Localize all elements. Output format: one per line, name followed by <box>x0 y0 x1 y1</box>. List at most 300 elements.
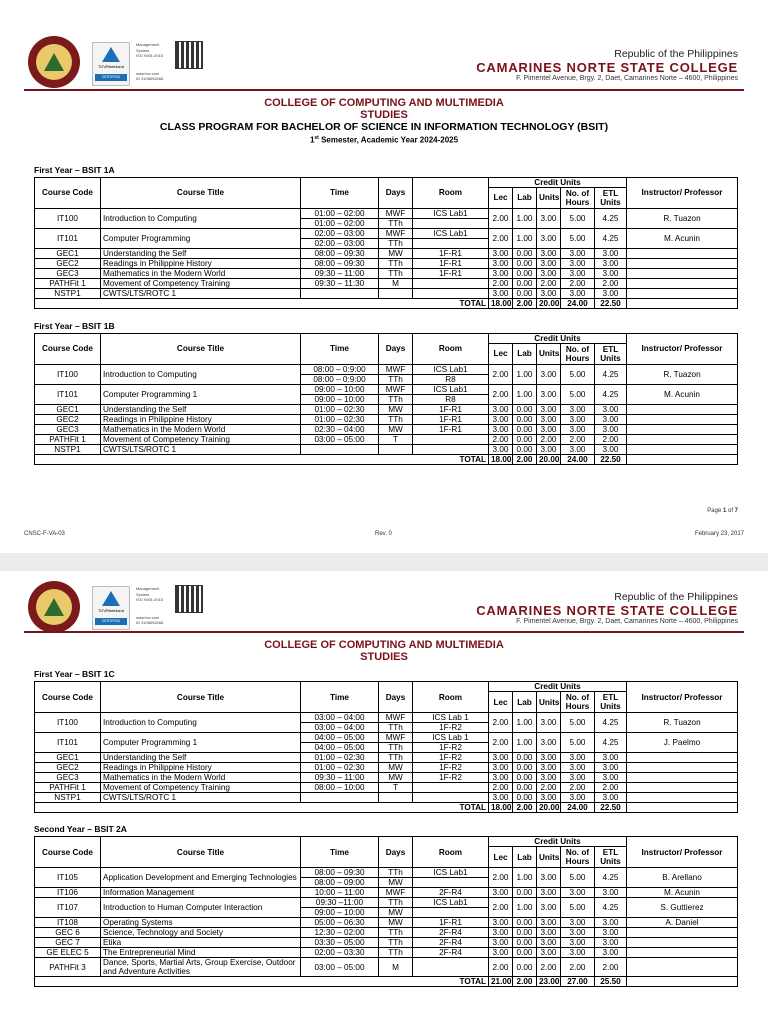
course-instructor <box>627 404 738 414</box>
course-etl: 3.00 <box>595 938 627 948</box>
school-name: CAMARINES NORTE STATE COLLEGE <box>476 60 738 75</box>
col-course-code: Course Code <box>35 177 101 208</box>
col-room: Room <box>413 682 489 713</box>
course-lab: 0.00 <box>513 918 537 928</box>
course-units: 3.00 <box>537 928 561 938</box>
course-etl: 4.25 <box>595 713 627 733</box>
table-row <box>35 208 738 218</box>
course-room: ICS Lab1 <box>413 228 489 238</box>
course-etl: 4.25 <box>595 868 627 888</box>
table-row <box>35 424 738 434</box>
revision: Rev. 0 <box>375 531 392 537</box>
course-etl: 3.00 <box>595 258 627 268</box>
course-hours: 3.00 <box>561 888 595 898</box>
total-units: 23.00 <box>537 977 561 987</box>
college-seal-logo <box>28 36 80 88</box>
course-room: 1F-R1 <box>413 258 489 268</box>
course-room: 2F-R4 <box>413 928 489 938</box>
course-hours: 3.00 <box>561 763 595 773</box>
total-row <box>35 454 738 464</box>
col-etl: ETL Units <box>595 847 627 868</box>
table-row <box>35 783 738 793</box>
course-units: 3.00 <box>537 948 561 958</box>
course-days: MWF <box>379 228 413 238</box>
course-time: 08:00 – 09:30 <box>301 248 379 258</box>
course-time: 10:00 – 11:00 <box>301 888 379 898</box>
course-lec: 3.00 <box>489 763 513 773</box>
course-time: 03:00 – 04:00 <box>301 723 379 733</box>
table-row <box>35 918 738 928</box>
course-hours: 3.00 <box>561 928 595 938</box>
course-room: 1F-R2 <box>413 763 489 773</box>
class-program-table <box>34 333 738 465</box>
col-course-title: Course Title <box>101 177 301 208</box>
table-row <box>35 713 738 723</box>
header-divider <box>24 631 744 633</box>
course-lab: 0.00 <box>513 268 537 278</box>
course-hours: 3.00 <box>561 773 595 783</box>
course-etl: 3.00 <box>595 248 627 258</box>
course-units: 3.00 <box>537 424 561 434</box>
course-lec: 3.00 <box>489 268 513 278</box>
course-lec: 3.00 <box>489 928 513 938</box>
course-code: GEC2 <box>35 258 101 268</box>
table-row <box>35 898 738 908</box>
course-units: 3.00 <box>537 364 561 384</box>
document-page-2 <box>0 571 768 1024</box>
course-room: 2F-R4 <box>413 888 489 898</box>
table-header-row <box>35 333 738 343</box>
course-title: Readings in Philippine History <box>101 258 301 268</box>
course-units: 3.00 <box>537 444 561 454</box>
republic-label: Republic of the Philippines <box>614 591 738 603</box>
col-hours: No. of Hours <box>561 343 595 364</box>
table-row <box>35 938 738 948</box>
course-units: 2.00 <box>537 783 561 793</box>
course-lab: 0.00 <box>513 928 537 938</box>
course-room <box>413 218 489 228</box>
total-lab: 2.00 <box>513 298 537 308</box>
course-days: MW <box>379 763 413 773</box>
course-hours: 5.00 <box>561 228 595 248</box>
course-units: 2.00 <box>537 278 561 288</box>
course-hours: 3.00 <box>561 793 595 803</box>
course-etl: 3.00 <box>595 888 627 898</box>
course-room <box>413 958 489 977</box>
col-room: Room <box>413 837 489 868</box>
course-lec: 2.00 <box>489 364 513 384</box>
course-lab: 1.00 <box>513 868 537 888</box>
course-title: Understanding the Self <box>101 404 301 414</box>
school-name: CAMARINES NORTE STATE COLLEGE <box>476 603 738 618</box>
course-time: 09:30 –11:00 <box>301 898 379 908</box>
course-code: GEC 7 <box>35 938 101 948</box>
course-lab: 0.00 <box>513 753 537 763</box>
table-header-row <box>35 177 738 187</box>
course-days: MWF <box>379 384 413 394</box>
class-program-table <box>34 836 738 987</box>
form-code: CNSC-F-VA-03 <box>24 531 65 537</box>
col-days: Days <box>379 333 413 364</box>
course-room: ICS Lab1 <box>413 364 489 374</box>
course-days: T <box>379 783 413 793</box>
course-lec: 3.00 <box>489 753 513 763</box>
course-days: TTh <box>379 753 413 763</box>
course-instructor: A. Daniel <box>627 918 738 928</box>
course-instructor: M. Acunin <box>627 384 738 404</box>
total-label: TOTAL <box>35 454 489 464</box>
course-lab: 1.00 <box>513 733 537 753</box>
table-row <box>35 733 738 743</box>
course-room <box>413 783 489 793</box>
col-course-code: Course Code <box>35 682 101 713</box>
course-etl: 4.25 <box>595 733 627 753</box>
section-title: First Year – BSIT 1A <box>34 164 115 175</box>
col-units: Units <box>537 187 561 208</box>
course-time <box>301 288 379 298</box>
course-code: NSTP1 <box>35 793 101 803</box>
total-lab: 2.00 <box>513 454 537 464</box>
total-hours: 24.00 <box>561 454 595 464</box>
course-code: IT106 <box>35 888 101 898</box>
course-time: 04:00 – 05:00 <box>301 733 379 743</box>
total-etl: 22.50 <box>595 454 627 464</box>
course-lab: 0.00 <box>513 424 537 434</box>
course-instructor: S. Guttierez <box>627 898 738 918</box>
course-room <box>413 908 489 918</box>
course-etl: 2.00 <box>595 278 627 288</box>
course-room <box>413 793 489 803</box>
course-instructor <box>627 268 738 278</box>
col-etl: ETL Units <box>595 692 627 713</box>
course-time: 08:00 – 0:9:00 <box>301 364 379 374</box>
col-time: Time <box>301 837 379 868</box>
course-instructor <box>627 773 738 783</box>
course-lab: 0.00 <box>513 258 537 268</box>
course-code: GEC1 <box>35 753 101 763</box>
course-room <box>413 434 489 444</box>
course-title: Understanding the Self <box>101 753 301 763</box>
col-time: Time <box>301 177 379 208</box>
course-days: TTh <box>379 868 413 878</box>
course-days: TTh <box>379 898 413 908</box>
course-lec: 2.00 <box>489 868 513 888</box>
course-code: NSTP1 <box>35 444 101 454</box>
course-lab: 1.00 <box>513 898 537 918</box>
course-lab: 1.00 <box>513 208 537 228</box>
course-days: TTh <box>379 374 413 384</box>
total-etl: 22.50 <box>595 803 627 813</box>
course-room: 1F-R1 <box>413 248 489 258</box>
course-days: MW <box>379 878 413 888</box>
course-instructor <box>627 278 738 288</box>
course-room: 1F-R2 <box>413 773 489 783</box>
course-title: Introduction to Computing <box>101 713 301 733</box>
college-title: COLLEGE OF COMPUTING AND MULTIMEDIA STUDIES <box>264 639 504 663</box>
form-date: February 23, 2017 <box>694 531 744 537</box>
total-lec: 18.00 <box>489 454 513 464</box>
course-days: TTh <box>379 938 413 948</box>
course-etl: 4.25 <box>595 898 627 918</box>
course-days <box>379 288 413 298</box>
course-title: Etika <box>101 938 301 948</box>
course-lec: 2.00 <box>489 733 513 753</box>
course-room: 1F-R1 <box>413 424 489 434</box>
course-lec: 3.00 <box>489 793 513 803</box>
total-units: 20.00 <box>537 454 561 464</box>
course-lec: 3.00 <box>489 918 513 928</box>
col-days: Days <box>379 837 413 868</box>
course-hours: 2.00 <box>561 783 595 793</box>
course-title: Mathematics in the Modern World <box>101 773 301 783</box>
course-time: 01:00 – 02:00 <box>301 218 379 228</box>
course-lec: 3.00 <box>489 773 513 783</box>
qr-code <box>176 42 202 68</box>
col-credit-units: Credit Units <box>489 177 627 187</box>
course-instructor: B. Arellano <box>627 868 738 888</box>
course-etl: 4.25 <box>595 384 627 404</box>
course-room: ICS Lab 1 <box>413 713 489 723</box>
course-lab: 0.00 <box>513 248 537 258</box>
table-row <box>35 228 738 238</box>
col-course-title: Course Title <box>101 682 301 713</box>
course-title: Information Management <box>101 888 301 898</box>
course-days: TTh <box>379 723 413 733</box>
course-days: TTh <box>379 238 413 248</box>
course-time: 08:00 – 09:00 <box>301 878 379 888</box>
col-lab: Lab <box>513 187 537 208</box>
course-time: 01:00 – 02:00 <box>301 208 379 218</box>
col-days: Days <box>379 177 413 208</box>
course-time: 01:00 – 02:30 <box>301 763 379 773</box>
course-lec: 2.00 <box>489 713 513 733</box>
course-lec: 3.00 <box>489 444 513 454</box>
col-time: Time <box>301 333 379 364</box>
course-time: 09:30 – 11:00 <box>301 268 379 278</box>
course-code: GEC1 <box>35 248 101 258</box>
college-seal-logo <box>28 581 80 633</box>
course-etl: 3.00 <box>595 773 627 783</box>
total-instructor-blank <box>627 977 738 987</box>
header-divider <box>24 89 744 91</box>
col-lab: Lab <box>513 847 537 868</box>
course-code: PATHFit 3 <box>35 958 101 977</box>
course-instructor <box>627 948 738 958</box>
course-etl: 3.00 <box>595 793 627 803</box>
course-days: MWF <box>379 208 413 218</box>
course-days: MWF <box>379 733 413 743</box>
total-instructor-blank <box>627 454 738 464</box>
course-instructor: M. Acunin <box>627 888 738 898</box>
course-days: TTh <box>379 414 413 424</box>
course-days: MW <box>379 248 413 258</box>
course-days: T <box>379 434 413 444</box>
course-title: Readings in Philippine History <box>101 414 301 424</box>
course-days: TTh <box>379 948 413 958</box>
course-lab: 0.00 <box>513 444 537 454</box>
course-instructor <box>627 414 738 424</box>
course-title: Computer Programming 1 <box>101 733 301 753</box>
course-title: Science, Technology and Society <box>101 928 301 938</box>
col-instructor: Instructor/ Professor <box>627 333 738 364</box>
table-row <box>35 958 738 977</box>
course-time: 08:00 – 09:30 <box>301 258 379 268</box>
course-units: 2.00 <box>537 434 561 444</box>
course-days: MW <box>379 404 413 414</box>
col-lec: Lec <box>489 343 513 364</box>
course-lec: 2.00 <box>489 434 513 444</box>
table-row <box>35 404 738 414</box>
course-days <box>379 444 413 454</box>
section-title: First Year – BSIT 1C <box>34 669 115 679</box>
course-time: 09:00 – 10:00 <box>301 394 379 404</box>
col-credit-units: Credit Units <box>489 333 627 343</box>
col-units: Units <box>537 343 561 364</box>
course-hours: 2.00 <box>561 434 595 444</box>
course-room: ICS Lab1 <box>413 868 489 878</box>
col-etl: ETL Units <box>595 187 627 208</box>
total-row <box>35 298 738 308</box>
course-time: 03:00 – 05:00 <box>301 434 379 444</box>
course-days: MW <box>379 918 413 928</box>
course-time: 09:30 – 11:00 <box>301 773 379 783</box>
total-hours: 24.00 <box>561 803 595 813</box>
course-units: 3.00 <box>537 414 561 424</box>
school-address: F. Pimentel Avenue, Brgy. 2, Daet, Camarines Norte – 4600, Philippines <box>516 618 738 625</box>
course-code: PATHFit 1 <box>35 278 101 288</box>
course-time: 02:00 – 03:30 <box>301 948 379 958</box>
course-hours: 3.00 <box>561 753 595 763</box>
course-hours: 3.00 <box>561 288 595 298</box>
course-lec: 3.00 <box>489 888 513 898</box>
total-label: TOTAL <box>35 977 489 987</box>
total-label: TOTAL <box>35 803 489 813</box>
course-lab: 0.00 <box>513 938 537 948</box>
course-hours: 3.00 <box>561 258 595 268</box>
course-units: 3.00 <box>537 384 561 404</box>
course-lab: 1.00 <box>513 364 537 384</box>
course-days <box>379 793 413 803</box>
course-lec: 2.00 <box>489 898 513 918</box>
course-days: MWF <box>379 713 413 723</box>
course-days: MW <box>379 424 413 434</box>
course-room: ICS Lab1 <box>413 208 489 218</box>
course-instructor: R. Tuazon <box>627 364 738 384</box>
course-hours: 3.00 <box>561 404 595 414</box>
class-program-table <box>34 681 738 813</box>
course-lab: 0.00 <box>513 763 537 773</box>
course-units: 3.00 <box>537 918 561 928</box>
course-instructor <box>627 958 738 977</box>
course-time: 02:00 – 03:00 <box>301 238 379 248</box>
table-row <box>35 364 738 374</box>
college-title: COLLEGE OF COMPUTING AND MULTIMEDIA STUDIES <box>264 97 504 121</box>
course-instructor <box>627 763 738 773</box>
course-lab: 0.00 <box>513 773 537 783</box>
total-units: 20.00 <box>537 803 561 813</box>
course-room: R8 <box>413 394 489 404</box>
course-code: IT108 <box>35 918 101 928</box>
course-hours: 3.00 <box>561 414 595 424</box>
course-time: 01:00 – 02:30 <box>301 753 379 763</box>
course-etl: 4.25 <box>595 228 627 248</box>
course-units: 3.00 <box>537 733 561 753</box>
course-days: TTh <box>379 394 413 404</box>
course-room: ICS Lab1 <box>413 898 489 908</box>
table-row <box>35 288 738 298</box>
course-lab: 0.00 <box>513 958 537 977</box>
table-header-row <box>35 837 738 847</box>
course-room: 1F-R2 <box>413 723 489 733</box>
col-room: Room <box>413 333 489 364</box>
section-title: Second Year – BSIT 2A <box>34 824 127 834</box>
course-code: GEC 6 <box>35 928 101 938</box>
course-time: 12:30 – 02:00 <box>301 928 379 938</box>
course-time <box>301 793 379 803</box>
course-units: 3.00 <box>537 793 561 803</box>
col-lab: Lab <box>513 692 537 713</box>
course-code: GE ELEC 5 <box>35 948 101 958</box>
course-title: Readings in Philippine History <box>101 763 301 773</box>
course-etl: 3.00 <box>595 404 627 414</box>
course-hours: 3.00 <box>561 948 595 958</box>
course-time: 09:00 – 10:00 <box>301 384 379 394</box>
course-days: MW <box>379 773 413 783</box>
course-title: The Entrepreneurial Mind <box>101 948 301 958</box>
course-room: 1F-R1 <box>413 918 489 928</box>
course-lab: 0.00 <box>513 888 537 898</box>
course-etl: 2.00 <box>595 434 627 444</box>
course-lab: 0.00 <box>513 414 537 424</box>
course-units: 3.00 <box>537 753 561 763</box>
course-title: Understanding the Self <box>101 248 301 258</box>
col-days: Days <box>379 682 413 713</box>
col-course-title: Course Title <box>101 333 301 364</box>
course-lec: 2.00 <box>489 208 513 228</box>
table-header-row <box>35 682 738 692</box>
course-units: 3.00 <box>537 268 561 278</box>
total-lab: 2.00 <box>513 977 537 987</box>
course-time: 03:00 – 04:00 <box>301 713 379 723</box>
course-lab: 0.00 <box>513 434 537 444</box>
course-days: TTh <box>379 928 413 938</box>
total-row <box>35 803 738 813</box>
table-row <box>35 444 738 454</box>
col-course-code: Course Code <box>35 837 101 868</box>
course-time: 02:00 – 03:00 <box>301 228 379 238</box>
course-etl: 4.25 <box>595 208 627 228</box>
course-time: 09:30 – 11:30 <box>301 278 379 288</box>
course-days: TTh <box>379 258 413 268</box>
course-time: 09:00 – 10:00 <box>301 908 379 918</box>
table-row <box>35 268 738 278</box>
course-lec: 2.00 <box>489 783 513 793</box>
course-units: 3.00 <box>537 248 561 258</box>
school-address: F. Pimentel Avenue, Brgy. 2, Daet, Camarines Norte – 4600, Philippines <box>516 75 738 82</box>
iso-certification-text: Management System ISO 9001:2015 www.tuv.com ID 9108652066 <box>136 42 164 81</box>
course-code: IT101 <box>35 733 101 753</box>
letterhead <box>0 571 768 631</box>
course-code: IT101 <box>35 228 101 248</box>
course-lec: 3.00 <box>489 414 513 424</box>
course-time: 03:30 – 05:00 <box>301 938 379 948</box>
total-label: TOTAL <box>35 298 489 308</box>
course-room <box>413 238 489 248</box>
course-instructor <box>627 444 738 454</box>
course-etl: 3.00 <box>595 918 627 928</box>
course-units: 3.00 <box>537 404 561 414</box>
course-lec: 2.00 <box>489 228 513 248</box>
